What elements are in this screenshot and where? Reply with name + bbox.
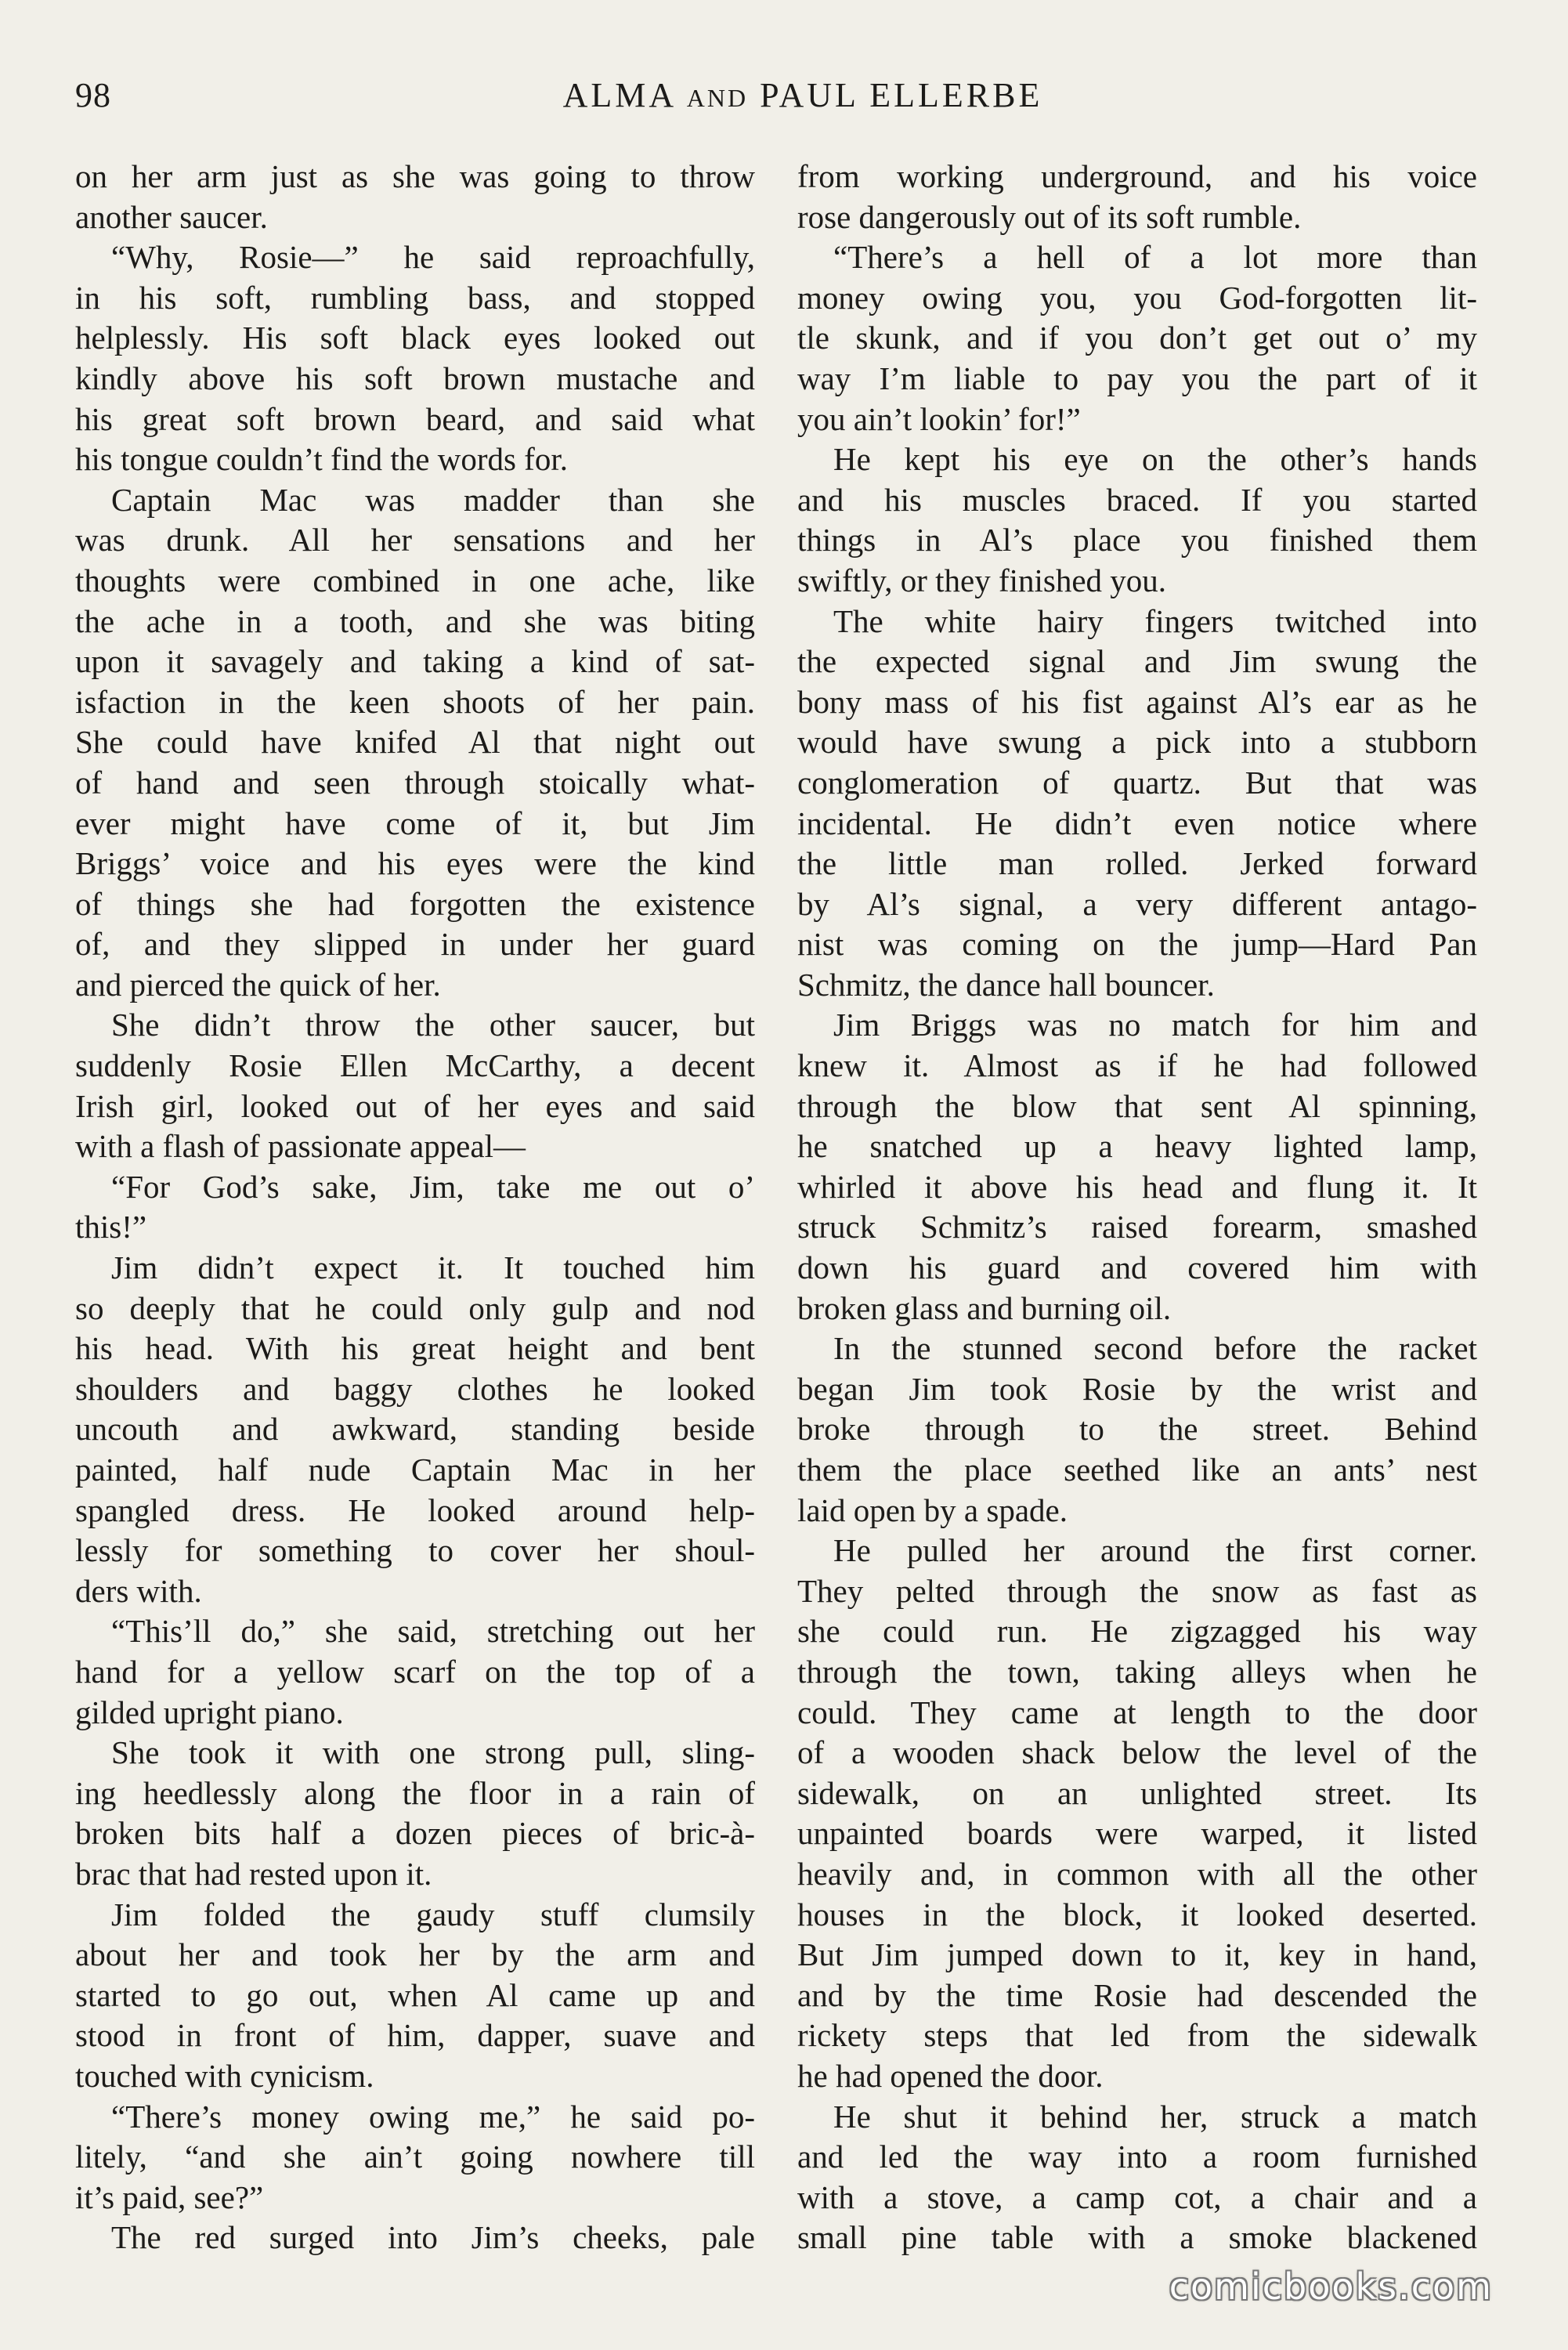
text-line: helplessly. His soft black eyes looked out (75, 320, 755, 356)
text-line: by Al’s signal, a very different antago- (797, 885, 1477, 922)
text-line: broken glass and burning oil. (797, 1289, 1172, 1326)
text-line: and his muscles braced. If you started (797, 481, 1477, 518)
running-head (75, 75, 1483, 115)
text-line: through the blow that sent Al spinning, (797, 1087, 1477, 1124)
text-line: with a stove, a camp cot, a chair and a (797, 2178, 1477, 2215)
text-line: broke through to the street. Behind (797, 1411, 1477, 1448)
text-line: “There’s a hell of a lot more than (833, 239, 1477, 276)
text-line: brac that had rested upon it. (75, 1855, 432, 1892)
text-line: bony mass of his fist against Al’s ear as he (797, 683, 1477, 720)
text-line: She took it with one strong pull, sling- (111, 1734, 755, 1771)
text-line: would have swung a pick into a stubborn (797, 724, 1477, 761)
text-line: Briggs’ voice and his eyes were the kind (75, 845, 755, 882)
text-line: small pine table with a smoke blackened (797, 2219, 1477, 2256)
text-line: He shut it behind her, struck a match (833, 2098, 1477, 2135)
text-line: about her and took her by the arm and (75, 1936, 755, 1973)
text-line: upon it savagely and taking a kind of sat- (75, 643, 755, 680)
text-line: Jim folded the gaudy stuff clumsily (111, 1896, 755, 1932)
watermark-logo: comicbooks.com (1169, 2265, 1493, 2308)
text-line: Schmitz, the dance hall bouncer. (797, 966, 1215, 1003)
text-line: unpainted boards were warped, it listed (797, 1815, 1477, 1852)
text-line: it’s paid, see?” (75, 2178, 264, 2215)
text-line: the ache in a tooth, and she was biting (75, 602, 755, 639)
text-line: ders with. (75, 1572, 202, 1609)
text-line: on her arm just as she was going to throw (75, 158, 755, 194)
text-line: his great soft brown beard, and said what (75, 400, 755, 437)
text-line: suddenly Rosie Ellen McCarthy, a decent (75, 1047, 755, 1084)
text-line: started to go out, when Al came up and (75, 1976, 755, 2013)
text-line: Jim didn’t expect it. It touched him (111, 1249, 755, 1286)
text-line: through the town, taking alleys when he (797, 1653, 1477, 1690)
text-line: knew it. Almost as if he had followed (797, 1047, 1477, 1084)
text-line: and by the time Rosie had descended the (797, 1976, 1477, 2013)
text-line: The red surged into Jim’s cheeks, pale (111, 2219, 755, 2256)
text-line: ever might have come of it, but Jim (75, 804, 755, 841)
text-line: heavily and, in common with all the other (797, 1855, 1477, 1892)
text-line: the little man rolled. Jerked forward (797, 845, 1477, 882)
text-line: sidewalk, on an unlighted street. Its (797, 1774, 1477, 1811)
text-line: money owing you, you God-forgotten lit- (797, 279, 1477, 316)
text-line: swiftly, or they finished you. (797, 562, 1167, 598)
text-line: was drunk. All her sensations and her (75, 522, 755, 559)
text-line: of things she had forgotten the existence (75, 885, 755, 922)
text-line: houses in the block, it looked deserted. (797, 1896, 1477, 1932)
page-number: 98 (75, 76, 111, 114)
text-line: he snatched up a heavy lighted lamp, (797, 1128, 1477, 1165)
text-line: lessly for something to cover her shoul- (75, 1532, 755, 1569)
text-line: and led the way into a room furnished (797, 2138, 1477, 2175)
text-line: spangled dress. He looked around help- (75, 1491, 755, 1528)
text-line: stood in front of him, dapper, suave and (75, 2017, 755, 2054)
text-line: broken bits half a dozen pieces of bric-à- (75, 1815, 755, 1852)
text-line: Jim Briggs was no match for him and (833, 1007, 1477, 1043)
text-line: with a flash of passionate appeal— (75, 1128, 526, 1165)
text-line: he had opened the door. (797, 2057, 1104, 2094)
text-line: way I’m liable to pay you the part of it (797, 360, 1477, 396)
text-line: ing heedlessly along the floor in a rain of (75, 1774, 755, 1811)
text-line: his head. With his great height and bent (75, 1330, 755, 1367)
text-line: The white hairy fingers twitched into (833, 602, 1477, 639)
text-line: “This’ll do,” she said, stretching out her (111, 1613, 755, 1650)
text-line: hand for a yellow scarf on the top of a (75, 1653, 755, 1690)
text-line: “There’s money owing me,” he said po- (111, 2098, 755, 2135)
text-line: kindly above his soft brown mustache and (75, 360, 755, 396)
text-line: She didn’t throw the other saucer, but (111, 1007, 755, 1043)
text-line: tle skunk, and if you don’t get out o’ my (797, 320, 1477, 356)
text-line: down his guard and covered him with (797, 1249, 1477, 1286)
text-line: She could have knifed Al that night out (75, 724, 755, 761)
text-line: struck Schmitz’s raised forearm, smashed (797, 1209, 1477, 1246)
text-line: nist was coming on the jump—Hard Pan (797, 926, 1477, 963)
text-line: whirled it above his head and flung it. It (797, 1168, 1477, 1205)
text-column-right (797, 157, 1477, 2264)
text-line: Captain Mac was madder than she (111, 481, 755, 518)
text-line: He kept his eye on the other’s hands (833, 441, 1477, 478)
running-head-author-second: PAUL ELLERBE (760, 76, 1043, 114)
text-line: laid open by a spade. (797, 1491, 1068, 1528)
running-head-author-first: ALMA (562, 76, 675, 114)
page-header (75, 75, 1483, 122)
text-line: “Why, Rosie—” he said reproachfully, (111, 239, 755, 276)
text-line: In the stunned second before the racket (833, 1330, 1477, 1367)
text-line: conglomeration of quartz. But that was (797, 764, 1477, 801)
text-line: painted, half nude Captain Mac in her (75, 1452, 755, 1488)
text-line: shoulders and baggy clothes he looked (75, 1370, 755, 1407)
running-head-conjunction: AND (686, 84, 749, 112)
text-line: rickety steps that led from the sidewalk (797, 2017, 1477, 2054)
text-line: them the place seethed like an ants’ nest (797, 1452, 1477, 1488)
text-line: from working underground, and his voice (797, 158, 1477, 194)
text-line: gilded upright piano. (75, 1694, 344, 1730)
text-line: things in Al’s place you finished them (797, 522, 1477, 559)
text-line: Irish girl, looked out of her eyes and said (75, 1087, 755, 1124)
text-line: touched with cynicism. (75, 2057, 374, 2094)
text-line: could. They came at length to the door (797, 1694, 1477, 1730)
text-line: his tongue couldn’t find the words for. (75, 441, 568, 478)
text-line: rose dangerously out of its soft rumble. (797, 198, 1302, 235)
text-line: of a wooden shack below the level of the (797, 1734, 1477, 1771)
text-line: But Jim jumped down to it, key in hand, (797, 1936, 1477, 1973)
text-line: uncouth and awkward, standing beside (75, 1411, 755, 1448)
text-line: of, and they slipped in under her guard (75, 926, 755, 963)
text-line: litely, “and she ain’t going nowhere till (75, 2138, 755, 2175)
text-line: “For God’s sake, Jim, take me out o’ (111, 1168, 755, 1205)
text-line: you ain’t lookin’ for!” (797, 400, 1081, 437)
text-column-left (75, 157, 755, 2264)
text-line: and pierced the quick of her. (75, 966, 441, 1003)
text-line: this!” (75, 1209, 147, 1246)
text-line: incidental. He didn’t even notice where (797, 804, 1477, 841)
text-line: isfaction in the keen shoots of her pain. (75, 683, 755, 720)
text-line: so deeply that he could only gulp and nod (75, 1289, 755, 1326)
text-line: He pulled her around the first corner. (833, 1532, 1477, 1569)
text-line: in his soft, rumbling bass, and stopped (75, 279, 755, 316)
text-line: the expected signal and Jim swung the (797, 643, 1477, 680)
text-line: she could run. He zigzagged his way (797, 1613, 1477, 1650)
text-line: of hand and seen through stoically what- (75, 764, 755, 801)
text-line: thoughts were combined in one ache, like (75, 562, 755, 598)
text-line: another saucer. (75, 198, 268, 235)
text-line: They pelted through the snow as fast as (797, 1572, 1477, 1609)
text-line: began Jim took Rosie by the wrist and (797, 1370, 1477, 1407)
